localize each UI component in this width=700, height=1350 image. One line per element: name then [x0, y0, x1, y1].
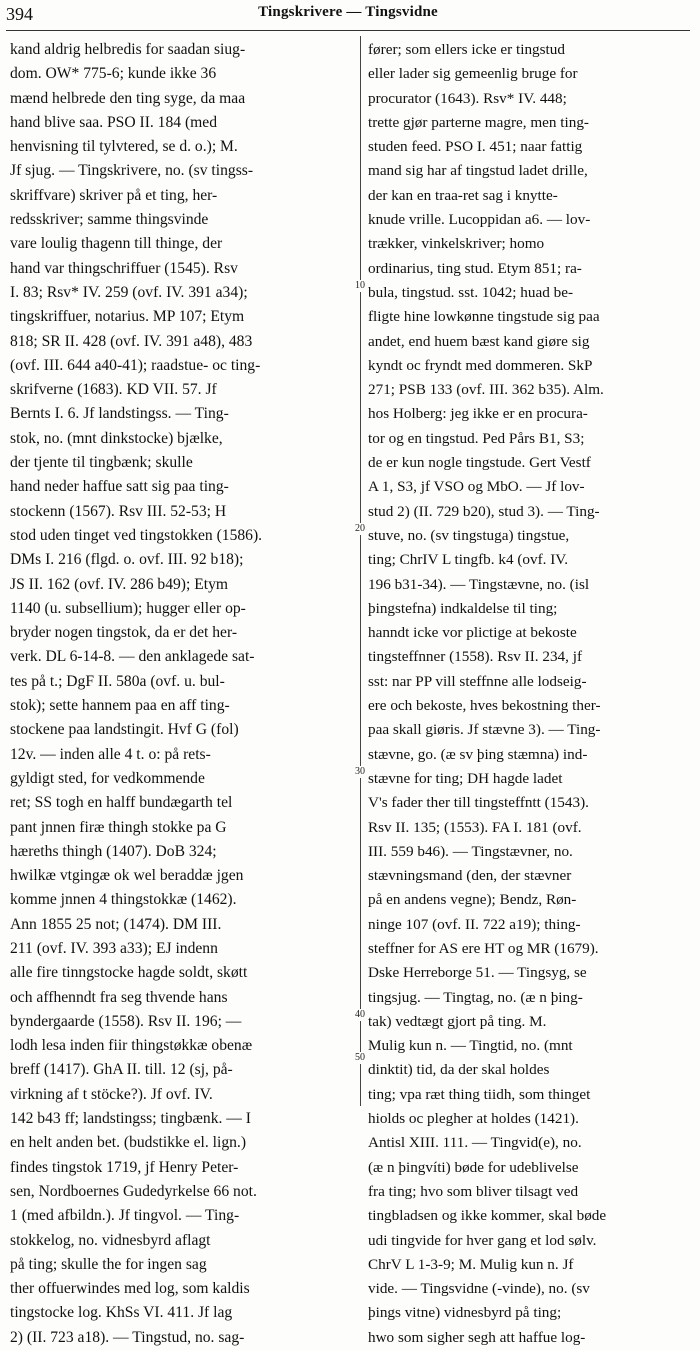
left-column-line: 1140 (u. subsellium); hugger eller op-	[10, 599, 246, 617]
right-column-line: III. 559 b46). — Tingstævner, no.	[368, 842, 573, 860]
right-column-line: knude vrille. Lucoppidan a6. — lov-	[368, 211, 591, 229]
left-column-line: stockenn (1567). Rsv III. 52-53; H	[10, 502, 227, 520]
right-column-line: stud 2) (II. 729 b20), stud 3). — Ting-	[368, 502, 600, 520]
right-column-line: ting; ChrIV L tingfb. k4 (ovf. IV.	[368, 551, 569, 569]
left-column-line: 2) (II. 723 a18). — Tingstud, no. sag-	[10, 1328, 245, 1346]
left-column-line: hand var thingschriffuer (1545). Rsv	[10, 259, 238, 277]
left-column-line: Bernts I. 6. Jf landstingss. — Ting-	[10, 405, 229, 423]
left-column-line: gyldigt sted, for vedkommende	[10, 769, 205, 787]
right-column-line: steffner for AS ere HT og MR (1679).	[368, 939, 599, 957]
right-column-line: V's fader ther till tingsteffntt (1543).	[368, 794, 589, 812]
left-column-line: verk. DL 6-14-8. — den anklagede sat-	[10, 648, 255, 666]
left-column-line: redsskriver; samme thingsvinde	[10, 211, 209, 229]
right-column-line: vide. — Tingsvidne (-vinde), no. (sv	[368, 1280, 590, 1298]
left-column-line: mænd helbrede den ting syge, da maa	[10, 89, 246, 107]
right-column-line: kyndt oc fryndt med dommeren. SkP	[368, 356, 593, 374]
right-column-line: 196 b31-34). — Tingstævne, no. (isl	[368, 575, 590, 593]
left-column-line: skriffvare) skriver på et ting, her-	[10, 186, 218, 204]
line-number-30: 30	[355, 766, 365, 777]
left-column-line: stod uden tinget ved tingstokken (1586).	[10, 526, 263, 544]
right-column-line: paa skall giøris. Jf stævne 3). — Ting-	[368, 721, 601, 739]
right-column-line: fører; som ellers icke er tingstud	[368, 41, 565, 58]
right-column-line: de er kun nogle tingstude. Gert Vestf	[368, 454, 591, 472]
right-column-line: tingbladsen og ikke kommer, skal bøde	[368, 1207, 607, 1225]
left-column-line: der tjente til tingbænk; skulle	[10, 454, 193, 472]
right-column-line: studen feed. PSO I. 451; naar fattig	[368, 138, 583, 156]
right-column-line: þings vitne) vidnesbyrd på ting;	[368, 1304, 562, 1322]
left-column-line: alle fire tinngstocke hagde soldt, skøtt	[10, 964, 248, 982]
right-column-line: hiolds oc plegher at holdes (1421).	[368, 1110, 579, 1128]
right-column-line: ting; vpa ræt thing tiidh, som thinget	[368, 1085, 591, 1103]
page-header	[6, 0, 690, 31]
right-column-line: Mulig kun n. — Tingtid, no. (mnt	[368, 1037, 573, 1055]
right-column-line: på en andens vegne); Bendz, Røn-	[368, 891, 577, 909]
left-column-line: komme jnnen 4 thingstokkæ (1462).	[10, 891, 237, 909]
right-column-line: mand sig har af tingstud ladet drille,	[368, 162, 588, 180]
left-column-line: tingskriffuer, notarius. MP 107; Etym	[10, 308, 245, 326]
left-column-line: hæreths thingh (1407). DoB 324;	[10, 842, 217, 860]
right-column-line: tak) vedtægt gjort på ting. M.	[368, 1012, 547, 1030]
right-column-line: ChrV L 1-3-9; M. Mulig kun n. Jf	[368, 1255, 574, 1273]
left-column-line: hand blive saa. PSO II. 184 (med	[10, 113, 218, 131]
right-column-line: stuve, no. (sv tingstuga) tingstue,	[368, 526, 570, 544]
right-column-line: tor og en tingstud. Ped Pårs B1, S3;	[368, 429, 585, 447]
right-column-line: Antisl XIII. 111. — Tingvid(e), no.	[368, 1134, 582, 1152]
right-column-line: stævne, go. (æ sv þing stæmna) ind-	[368, 745, 588, 763]
line-number-20: 20	[355, 523, 365, 534]
left-column-line: Ann 1855 25 not; (1474). DM III.	[10, 915, 222, 933]
left-column	[10, 38, 352, 1346]
right-column-line: trette gjør parterne magre, men ting-	[368, 113, 589, 131]
line-number-10: 10	[355, 280, 365, 291]
right-column-line: hwo som sigher segh att haffue log-	[368, 1328, 586, 1346]
left-column-line: tingstocke log. KhSs VI. 411. Jf lag	[10, 1304, 233, 1322]
left-column-line: pant jnnen firæ thingh stokke pa G	[10, 818, 227, 836]
left-column-line: 142 b43 ff; landstingss; tingbænk. — I	[10, 1110, 251, 1128]
left-column-line: lodh lesa inden fiir thingstøkkæ obenæ	[10, 1037, 253, 1055]
left-column-line: bryder nogen tingstok, da er det her-	[10, 624, 238, 642]
right-column-line: 271; PSB 133 (ovf. III. 362 b35). Alm.	[368, 381, 604, 399]
right-column-line: A 1, S3, jf VSO og MbO. — Jf lov-	[368, 478, 585, 496]
left-column-line: virkning af t stöcke?). Jf ovf. IV.	[10, 1085, 213, 1103]
line-number-50: 50	[355, 1052, 365, 1063]
left-column-line: på ting; skulle the for ingen sag	[10, 1255, 207, 1273]
left-column-line: vare loulig thagenn till thinge, der	[10, 235, 223, 253]
right-column-line: trækker, vinkelskriver; homo	[368, 235, 545, 253]
left-column-line: ther offuerwindes med log, som kaldis	[10, 1280, 250, 1298]
right-column-line: Rsv II. 135; (1553). FA I. 181 (ovf.	[368, 818, 582, 836]
right-column-line: hanndt icke vor plictige at bekoste	[368, 624, 577, 642]
left-column-line: ret; SS togh en halff bundægarth tel	[10, 794, 233, 812]
right-column-line: ninge 107 (ovf. II. 722 a19); thing-	[368, 915, 581, 933]
left-column-line: DMs I. 216 (flgd. o. ovf. III. 92 b18);	[10, 551, 244, 569]
column-divider	[360, 36, 361, 1106]
left-column-line: byndergaarde (1558). Rsv II. 196; —	[10, 1012, 242, 1030]
left-column-line: hwilkæ vtgingæ ok wel beraddæ jgen	[10, 867, 244, 885]
left-column-line: breff (1417). GhA II. till. 12 (sj, på-	[10, 1061, 233, 1079]
left-column-line: kand aldrig helbredis for saadan siug-	[10, 41, 246, 58]
left-column-line: och affhenndt fra seg thvende hans	[10, 988, 228, 1006]
right-column-line: andet, end huem bæst kand giøre sig	[368, 332, 590, 350]
left-column-line: stok, no. (mnt dinkstocke) bjælke,	[10, 429, 223, 447]
right-column-line: ere och bekoste, hves bekostning ther-	[368, 697, 601, 715]
left-column-line: findes tingstok 1719, jf Henry Peter-	[10, 1158, 239, 1176]
right-column-line: procurator (1643). Rsv* IV. 448;	[368, 89, 567, 107]
right-column-line: Dske Herreborge 51. — Tingsyg, se	[368, 964, 587, 982]
right-column-line: þingstefna) indkaldelse til ting;	[368, 599, 558, 617]
right-column-line: der kan en traa-ret sag i knytte-	[368, 186, 558, 204]
left-column-line: I. 83; Rsv* IV. 259 (ovf. IV. 391 a34);	[10, 283, 248, 301]
left-column-line: Jf sjug. — Tingskrivere, no. (sv tingss-	[10, 162, 254, 180]
right-column-line: bula, tingstud. sst. 1042; huad be-	[368, 283, 574, 301]
left-column-line: sen, Nordboernes Gudedyrkelse 66 not.	[10, 1182, 257, 1200]
right-column-line: eller lader sig gemeenlig bruge for	[368, 65, 578, 83]
running-head: Tingskrivere — Tingsvidne	[258, 4, 438, 20]
right-column-line: fligte hine lowkønne tingstude sig paa	[368, 308, 600, 326]
left-column-line: 211 (ovf. IV. 393 a33); EJ indenn	[10, 939, 218, 957]
right-column-line: stævningsmand (den, der stævner	[368, 867, 572, 885]
page-number: 394	[6, 4, 33, 24]
right-column-line: (æ n þingvíti) bøde for udeblivelse	[368, 1158, 579, 1176]
left-column-line: tes på t.; DgF II. 580a (ovf. u. bul-	[10, 672, 225, 690]
right-column-line: ordinarius, ting stud. Etym 851; ra-	[368, 259, 582, 277]
left-column-line: 12v. — inden alle 4 t. o: på rets-	[10, 745, 211, 763]
left-column-line: henvisning til tylvtered, se d. o.); M.	[10, 138, 238, 156]
right-column-line: stævne for ting; DH hagde ladet	[368, 769, 563, 787]
right-column-line: fra ting; hvo som bliver tilsagt ved	[368, 1182, 579, 1200]
left-column-line: (ovf. III. 644 a40-41); raadstue- oc ting-	[10, 356, 261, 374]
left-column-line: stokkelog, no. vidnesbyrd aflagt	[10, 1231, 211, 1249]
left-column-line: skrifverne (1683). KD VII. 57. Jf	[10, 381, 217, 399]
line-number-40: 40	[355, 1009, 365, 1020]
right-column	[368, 38, 694, 1346]
left-column-line: JS II. 162 (ovf. IV. 286 b49); Etym	[10, 575, 229, 593]
right-column-line: hos Holberg: jeg ikke er en procura-	[368, 405, 588, 423]
left-column-line: en helt anden bet. (budstikke el. lign.)	[10, 1134, 247, 1152]
left-column-line: 1 (med afbildn.). Jf tingvol. — Ting-	[10, 1207, 240, 1225]
left-column-line: stok); sette hannem paa en aff ting-	[10, 697, 230, 715]
right-column-line: tingsjug. — Tingtag, no. (æ n þing-	[368, 988, 583, 1006]
right-column-line: sst: nar PP vill steffnne alle lodseig-	[368, 672, 587, 690]
left-column-line: hand neder haffue satt sig paa ting-	[10, 478, 229, 496]
left-column-line: dom. OW* 775-6; kunde ikke 36	[10, 65, 217, 83]
right-column-line: tingsteffnner (1558). Rsv II. 234, jf	[368, 648, 582, 666]
left-column-line: stockene paa landstingit. Hvf G (fol)	[10, 721, 239, 739]
left-column-line: 818; SR II. 428 (ovf. IV. 391 a48), 483	[10, 332, 253, 350]
right-column-line: udi tingvide for hver gang et lod sølv.	[368, 1231, 597, 1249]
right-column-line: dinktit) tid, da der skal holdes	[368, 1061, 550, 1079]
